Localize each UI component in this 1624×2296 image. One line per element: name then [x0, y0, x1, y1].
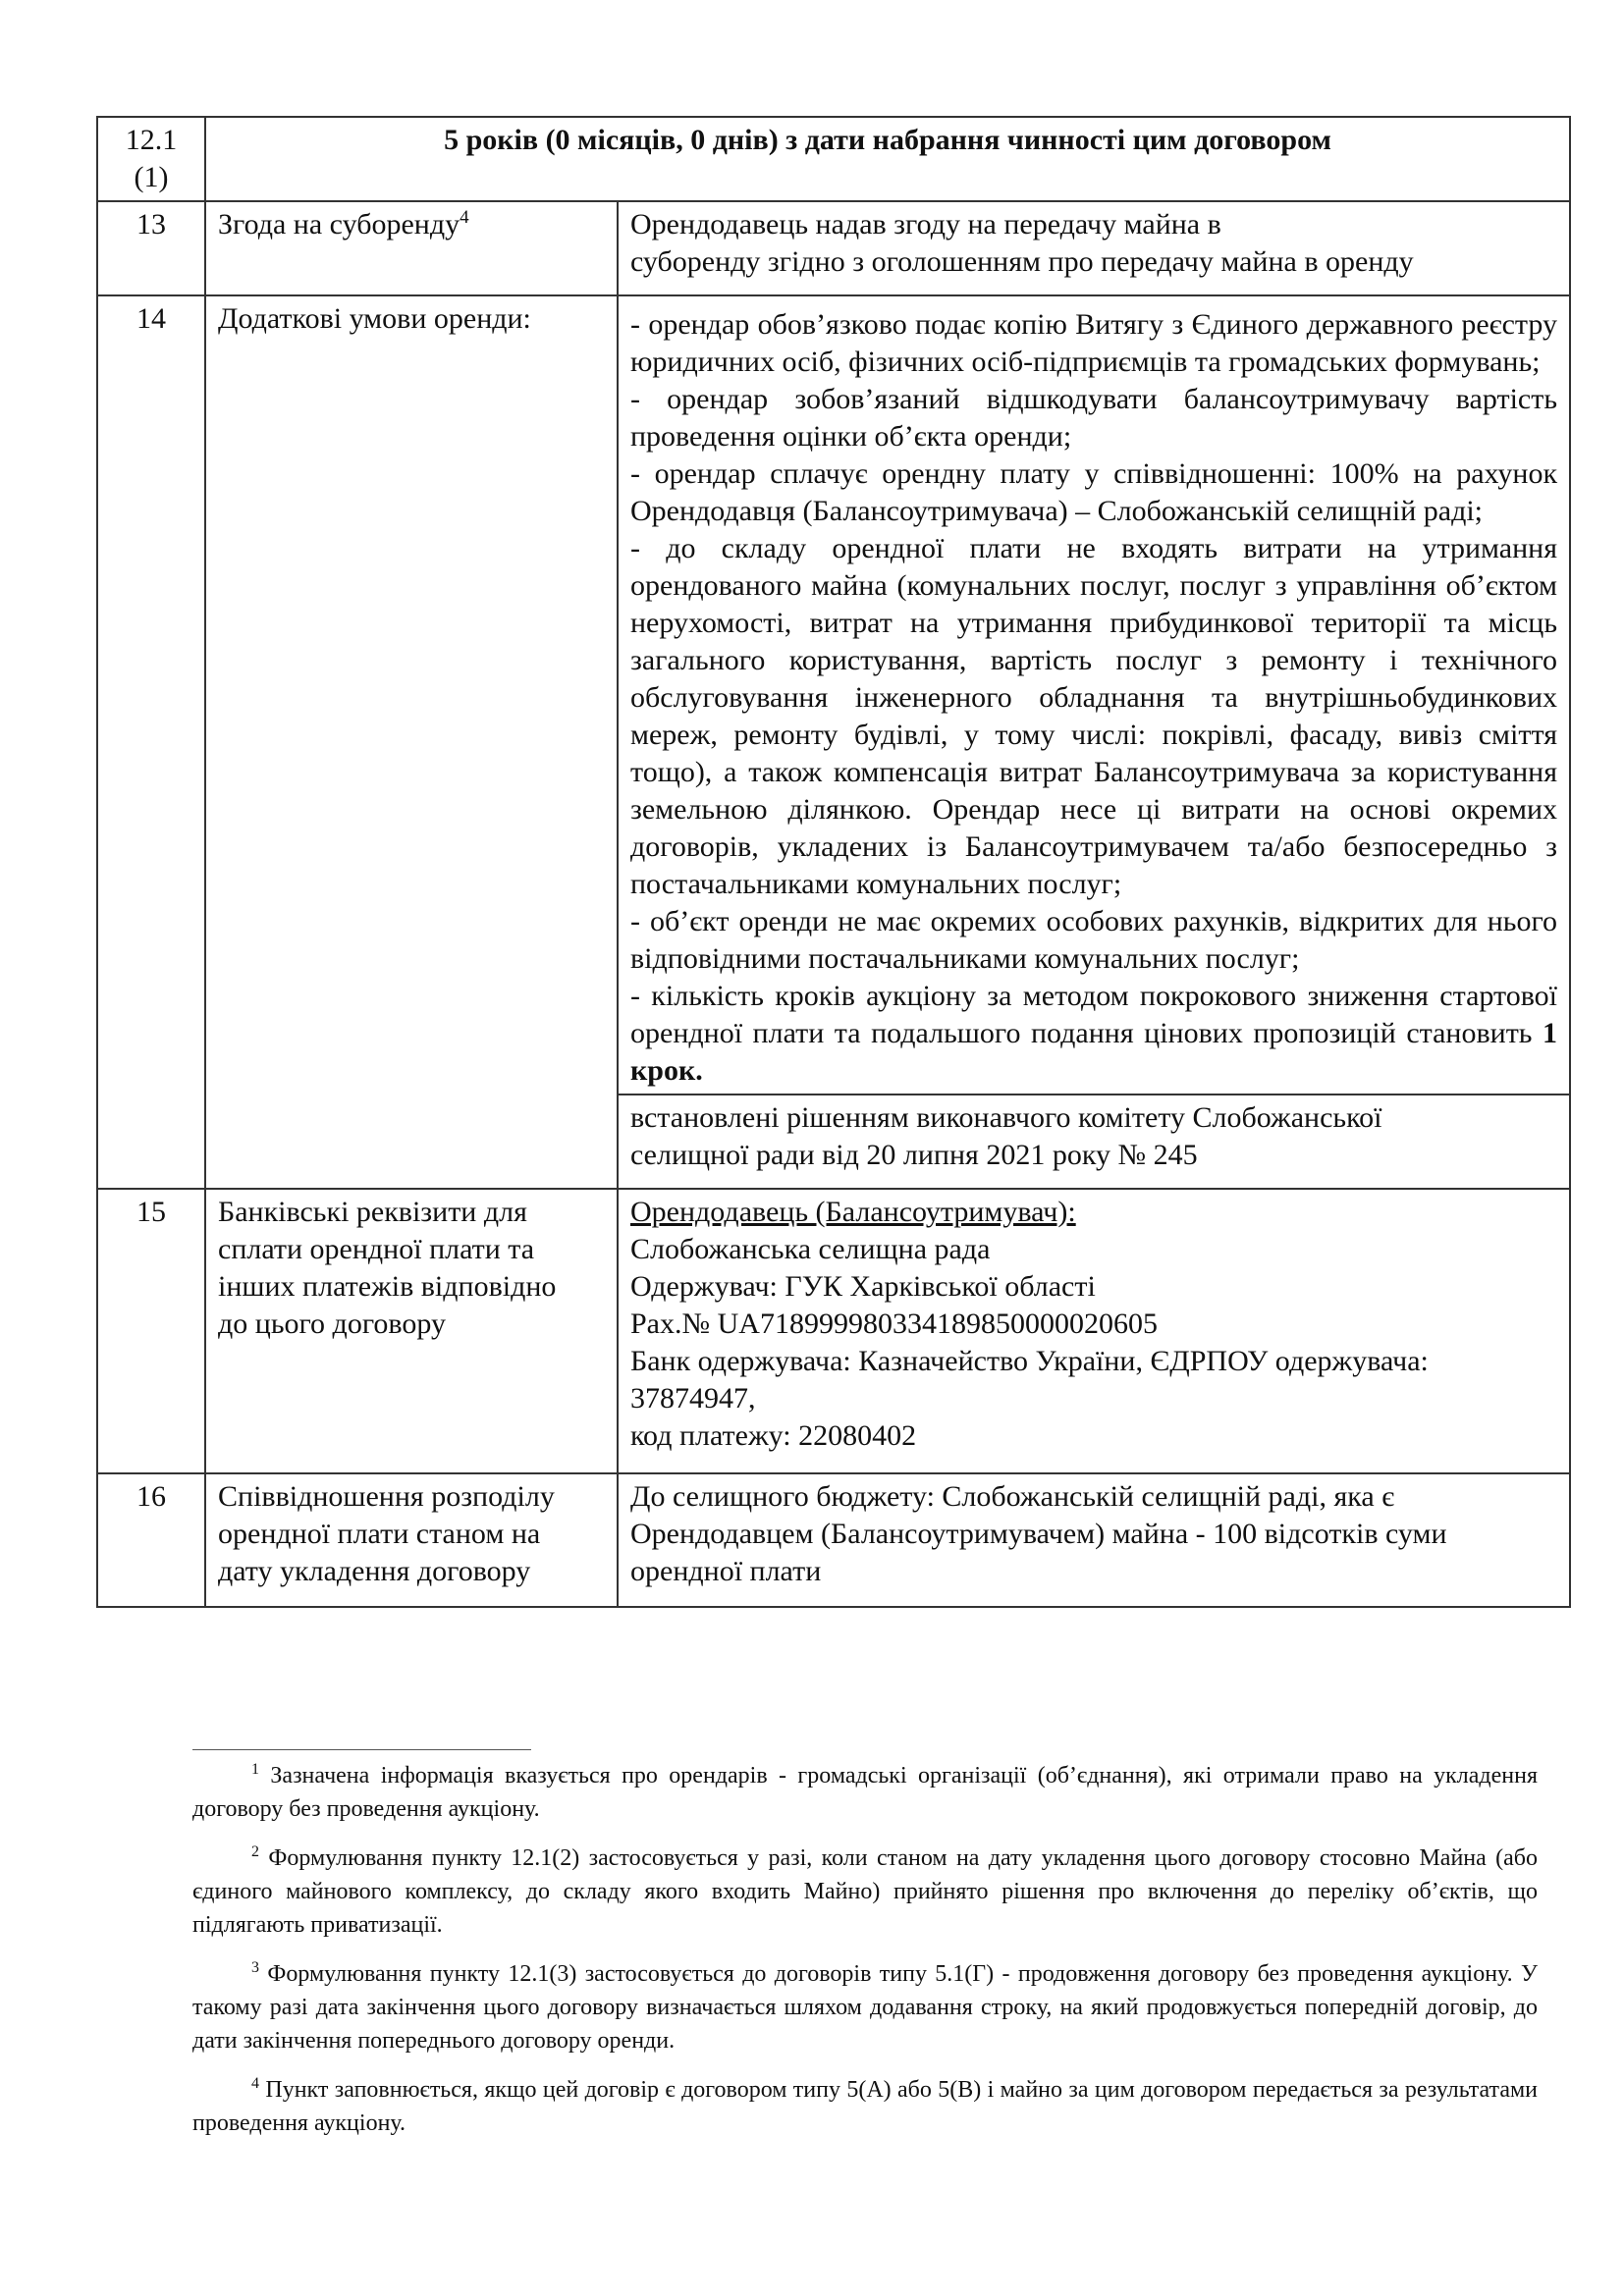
landlord-heading: Орендодавець (Балансоутримувач):	[630, 1196, 1076, 1228]
footnote-mark: 1	[251, 1761, 259, 1778]
rent-distribution-label-line: дату укладення договору	[218, 1555, 531, 1587]
edrpou-code: 37874947,	[630, 1382, 756, 1415]
condition-item: - об’єкт оренди не має окремих особових рахунків, відкритих для нього відповідними постачальниками комунальних послуг;	[630, 905, 1558, 975]
rent-distribution-line: Орендодавцем (Балансоутримувачем) майна - 100 відсотків суми	[630, 1518, 1447, 1550]
row-number: 16	[97, 1473, 205, 1607]
sublease-label-cell	[205, 201, 618, 295]
rent-distribution-label-line: орендної плати станом на	[218, 1518, 541, 1550]
additional-terms-label: Додаткові умови оренди:	[205, 295, 618, 1189]
footnote-mark: 3	[251, 1959, 259, 1976]
footnote-separator	[192, 1749, 531, 1750]
table-row-15	[97, 1189, 1570, 1473]
footnote-2	[192, 1842, 1538, 1942]
payment-code: код платежу: 22080402	[630, 1419, 917, 1452]
condition-text: - кількість кроків аукціону за методом покрокового зниження стартової орендної плати та подальшого подання цінових пропозицій становить	[630, 980, 1558, 1049]
decision-reference-cell	[618, 1095, 1570, 1189]
bank-detail-line: Одержувач: ГУК Харківської області	[630, 1270, 1096, 1303]
footnotes	[192, 1759, 1538, 2156]
condition-item: - орендар сплачує орендну плату у співвідношенні: 100% на рахунок Орендодавця (Балансоутримувача) – Слобожанській селищній раді;	[630, 457, 1558, 527]
rent-distribution-line: орендної плати	[630, 1555, 822, 1587]
bank-detail-line: Слобожанська селищна рада	[630, 1233, 991, 1265]
bank-details-label-line: Банківські реквізити для	[218, 1196, 527, 1228]
condition-item: - орендар обов’язково подає копію Витягу з Єдиного державного реєстру юридичних осіб, фізичних осіб-підприємців та громадських формувань;	[630, 308, 1558, 378]
footnote-4	[192, 2073, 1538, 2140]
row-number: 13	[97, 201, 205, 295]
footnote-3	[192, 1957, 1538, 2057]
condition-item	[630, 978, 1557, 1090]
term-duration-text: 5 років (0 місяців, 0 днів) з дати набрання чинності цим договором	[205, 117, 1570, 201]
bank-details-label-line: сплати орендної плати та	[218, 1233, 535, 1265]
table-row-14	[97, 295, 1570, 1095]
sublease-value-line: Орендодавець надав згоду на передачу майна в	[630, 208, 1221, 240]
condition-item: - орендар зобов’язаний відшкодувати балансоутримувачу вартість проведення оцінки об’єкта оренди;	[630, 383, 1558, 453]
sublease-value-cell	[618, 201, 1570, 295]
rent-distribution-label-line: Співвідношення розподілу	[218, 1480, 555, 1513]
footnote-mark: 4	[251, 2075, 259, 2092]
rent-distribution-cell	[618, 1473, 1570, 1607]
footnote-mark: 2	[251, 1843, 259, 1860]
row-number: 15	[97, 1189, 205, 1473]
auction-steps-value: 1 крок.	[630, 1017, 1558, 1087]
bank-details-label-cell	[205, 1189, 618, 1473]
bank-details-label-line: інших платежів відповідно	[218, 1270, 557, 1303]
bank-details-label-line: до цього договору	[218, 1308, 446, 1340]
footnote-ref: 4	[460, 207, 469, 228]
row-number: 14	[97, 295, 205, 1189]
footnote-text: Пункт заповнюється, якщо цей договір є договором типу 5(А) або 5(В) і майно за цим договором передається за результатами проведення аукціону.	[192, 2077, 1539, 2136]
additional-terms-list	[618, 295, 1570, 1095]
bank-details-cell	[618, 1189, 1570, 1473]
decision-reference-line: встановлені рішенням виконавчого комітету Слобожанської	[630, 1101, 1382, 1134]
footnote-text: Формулювання пункту 12.1(2) застосовується у разі, коли станом на дату укладення цього договору стосовно Майна (або єдиного майнового комплексу, до складу якого входить Майно) прийнято рішення про включення до переліку об’єктів, що підлягають приватизації.	[192, 1845, 1539, 1938]
footnote-text: Формулювання пункту 12.1(3) застосовується до договорів типу 5.1(Г) - продовження договору без проведення аукціону. У такому разі дата закінчення цього договору визначається шляхом додавання строку, на який продовжується попередній договір, до дати закінчення попереднього договору оренди.	[192, 1961, 1538, 2054]
footnote-1	[192, 1759, 1538, 1826]
decision-reference-line: селищної ради від 20 липня 2021 року № 245	[630, 1139, 1198, 1171]
rent-distribution-line: До селищного бюджету: Слобожанській селищній раді, яка є	[630, 1480, 1395, 1513]
footnote-text: Зазначена інформація вказується про орендарів - громадські організації (об’єднання), які отримали право на укладення договору без проведення аукціону.	[192, 1763, 1539, 1822]
table-row-16	[97, 1473, 1570, 1607]
table-row-12-1	[97, 117, 1570, 201]
bank-detail-line: Банк одержувача: Казначейство України, ЄДРПОУ одержувача:	[630, 1345, 1429, 1377]
table-row-13	[97, 201, 1570, 295]
rent-distribution-label-cell	[205, 1473, 618, 1607]
sublease-label: Згода на суборенду	[218, 208, 460, 240]
condition-item: - до складу орендної плати не входять витрати на утримання орендованого майна (комунальних послуг, послуг з управління об’єктом нерухомості, витрат на утримання прибудинкової території та місць загального користування, вартість послуг з ремонту і технічного обслуговування інженерного обладнання та внутрішньобудинкових мереж, ремонту будівлі, у тому числі: покрівлі, фасаду, вивіз сміття тощо), а також компенсація витрат Балансоутримувача за користування земельною ділянкою. Орендар несе ці витрати на основі окремих договорів, укладених із Балансоутримувачем та/або безпосередньо з постачальниками комунальних послуг;	[630, 532, 1558, 900]
row-number: 12.1 (1)	[97, 117, 205, 201]
sublease-value-line: суборенду згідно з оголошенням про передачу майна в оренду	[630, 245, 1414, 278]
bank-account-number: Рах.№ UA718999980334189850000020605	[630, 1308, 1158, 1340]
contract-terms-table	[96, 116, 1571, 1608]
